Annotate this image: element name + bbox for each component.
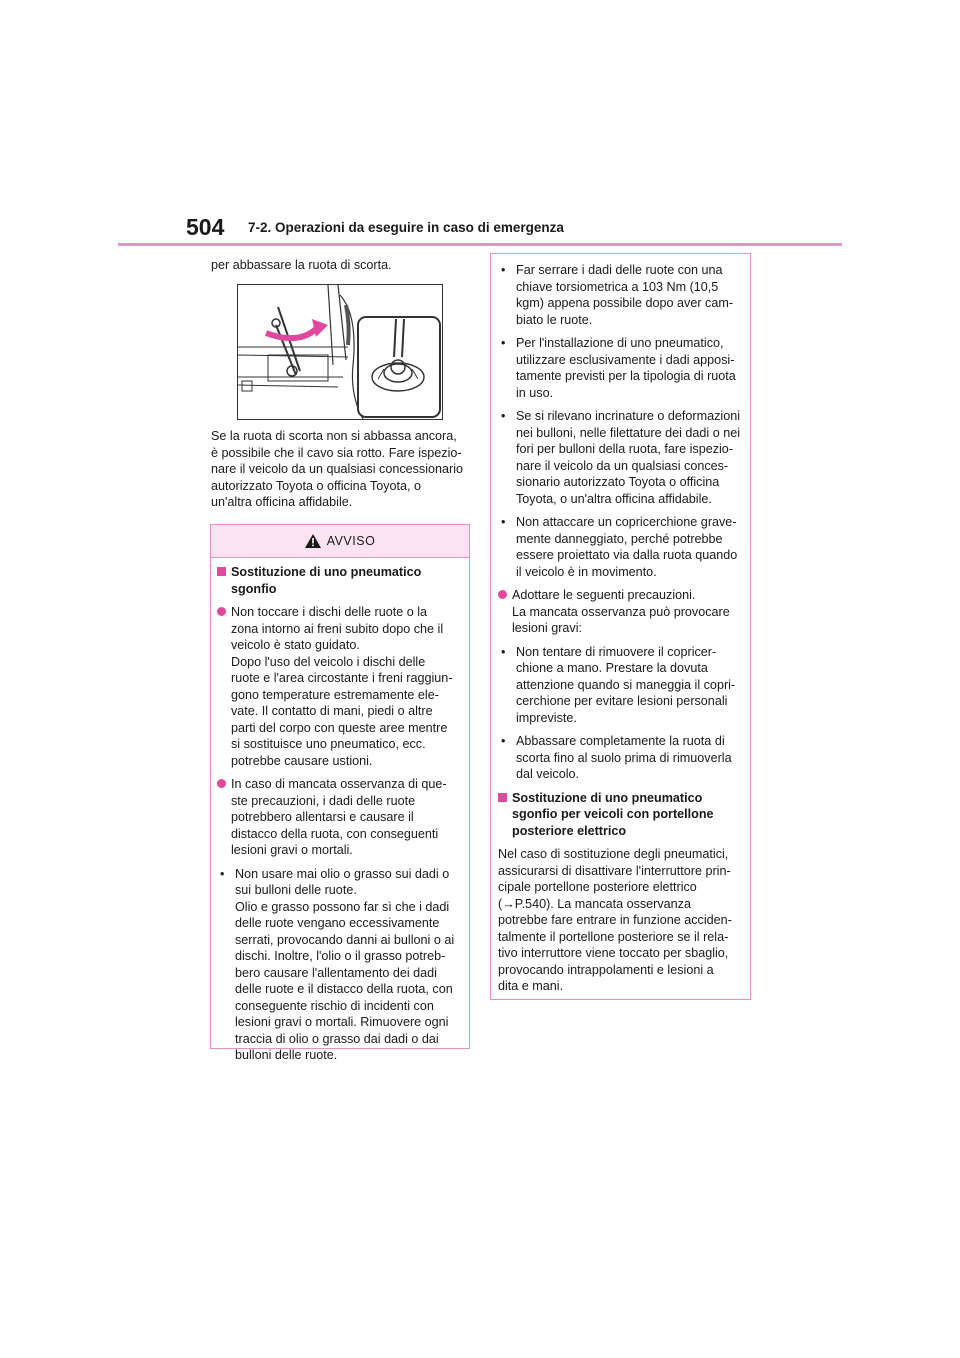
square-bullet-icon [217, 567, 226, 576]
circle-bullet-icon [217, 779, 226, 788]
lower-spare-item: • Abbassare completamente la ruota di scorta fino al suolo prima di rimuoverla dal veicolo. [498, 733, 742, 783]
warning-box [210, 524, 470, 1062]
page-number: 504 [186, 214, 225, 240]
warning-no-oil-item: • Non usare mai olio o grasso sui dadi o sui bulloni delle ruote. Olio e grasso possono far sì che i dadi delle ruote vengano eccessivamente serrati, provocando danni ai bulloni o ai dischi. Inoltre, l'olio o il grasso potreb- bero causare l'allentamento dei dadi delle ruote e il distacco della ruota, con conseguente rischio di incidenti con lesioni gravi o mortali. Rimuovere ogni traccia di olio o grasso dai dadi o dai bulloni delle ruote. [217, 866, 461, 1064]
warning-hot-discs-item: Non toccare i dischi delle ruote o la zona intorno ai freni subito dopo che il veicolo è stato guidato. Dopo l'uso del veicolo i dischi delle ruote e l'area circostante i freni raggiun- gono temperature estremamente ele- vate. Il contatto di mani, piedi o altre parti del corpo con queste aree mentre si sostituisce uno pneumatico, ecc. potrebbe causare ustioni. [217, 604, 461, 769]
bullet-mark: • [501, 644, 506, 659]
power-tailgate-paragraph: Nel caso di sostituzione degli pneumatici, assicurarsi di disattivare l'interruttore prin- cipale portellone posteriore elettrico (→P.540). La mancata osservanza potrebbe fare entrare in funzione acciden- talmente il portellone posteriore se il rela- tivo interruttore viene toccato per sbaglio, provocando intrappolamenti e lesioni a dita e mani. [498, 847, 732, 993]
specific-nuts-item: • Per l'installazione di uno pneumatico, utilizzare esclusivamente i dadi apposi- tamente previsti per la tipologia di ruota in uso. [498, 335, 742, 401]
bullet-mark: • [501, 336, 506, 350]
warning-heading-flat-tire: Sostituzione di uno pneumatico sgonfio [217, 564, 461, 597]
warning-title: AVVISO [326, 534, 376, 548]
power-tailgate-heading: Sostituzione di uno pneumatico sgonfio per veicoli con portellone posteriore elettrico [498, 790, 742, 840]
hubcap-by-hand-item: • Non tentare di rimuovere il copricer- chione a mano. Prestare la dovuta attenzione quando si maneggia il copri- cerchione per evitare lesioni personali impreviste. [498, 644, 742, 727]
spare-tire-illustration [238, 285, 442, 419]
torque-wrench-item: • Far serrare i dadi delle ruote con una chiave torsiometrica a 103 Nm (10,5 kgm) appena possibile dopo aver cam- biato le ruote. [498, 262, 742, 328]
square-bullet-icon [498, 793, 507, 802]
bullet-mark: • [220, 866, 225, 881]
bullet-mark: • [501, 263, 506, 277]
warning-triangle-icon [305, 534, 321, 548]
circle-bullet-icon [217, 607, 226, 616]
intro-text: per abbassare la ruota di scorta. [211, 258, 392, 272]
cracks-item: • Se si rilevano incrinature o deformazioni nei bulloni, nelle filettature dei dadi o nei fori per bulloni della ruota, fare ispezio- nare il veicolo da un qualsiasi conces- sionario autorizzato Toyota o officina Toyota, o un'altra officina affidabile. [498, 408, 742, 507]
bullet-mark: • [501, 409, 506, 423]
precautions-item: Adottare le seguenti precauzioni. La mancata osservanza può provocare lesioni gravi: [498, 587, 742, 637]
right-column-box [490, 253, 751, 1000]
bullet-mark: • [501, 734, 506, 748]
spare-tire-figure [237, 284, 443, 420]
circle-bullet-icon [498, 590, 507, 599]
section-title: 7-2. Operazioni da eseguire in caso di emergenza [248, 220, 564, 235]
cable-broken-paragraph: Se la ruota di scorta non si abbassa ancora, è possibile che il cavo sia rotto. Fare ispezio- nare il veicolo da un qualsiasi concessionario autorizzato Toyota o officina Toyota, o un'altra officina affidabile. [211, 429, 464, 509]
bullet-mark: • [501, 515, 506, 529]
damaged-hubcap-item: • Non attaccare un copricerchione grave- mente danneggiato, perché potrebbe essere proiettato via dalla ruota quando il veicolo è in movimento. [498, 514, 742, 580]
warning-header [211, 525, 469, 558]
warning-loose-nuts-item: In caso di mancata osservanza di que- ste precauzioni, i dadi delle ruote potrebbero allentarsi e causare il distacco della ruota, con conseguenti lesioni gravi o mortali. [217, 776, 461, 859]
header-rule [118, 243, 842, 246]
